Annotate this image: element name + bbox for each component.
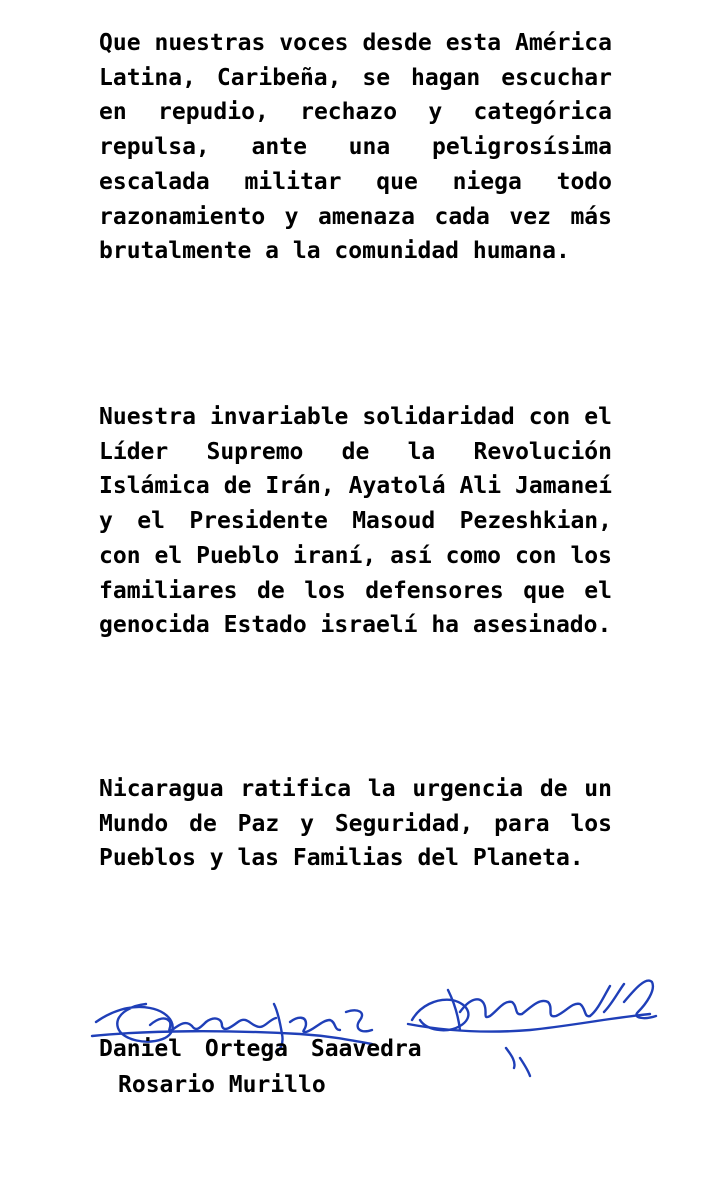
signature-rosario-murillo xyxy=(408,981,656,1076)
paragraph-2: Nuestra invariable solidaridad con el Líder Supremo de la Revolución Islámica de Irán, Ayatolá Ali Jamaneí y el Presidente Masoud Pezeshkian, con el Pueblo iraní, así como con los familiares de los defensores que el genocida Estado israelí ha asesinado. xyxy=(99,404,612,639)
paragraph-3: Nicaragua ratifica la urgencia de un Mundo de Paz y Seguridad, para los Pueblos y las Familias del Planeta. xyxy=(99,776,612,872)
signatory-name-2: Rosario Murillo xyxy=(118,1072,326,1098)
signatory-name-1: Daniel Ortega Saavedra xyxy=(99,1036,422,1062)
paragraph-1: Que nuestras voces desde esta América Latina, Caribeña, se hagan escuchar en repudio, rechazo y categórica repulsa, ante una peligrosísima escalada militar que niega todo razonamiento y amenaza cada vez más brutalmente a la comunidad humana. xyxy=(99,30,612,265)
